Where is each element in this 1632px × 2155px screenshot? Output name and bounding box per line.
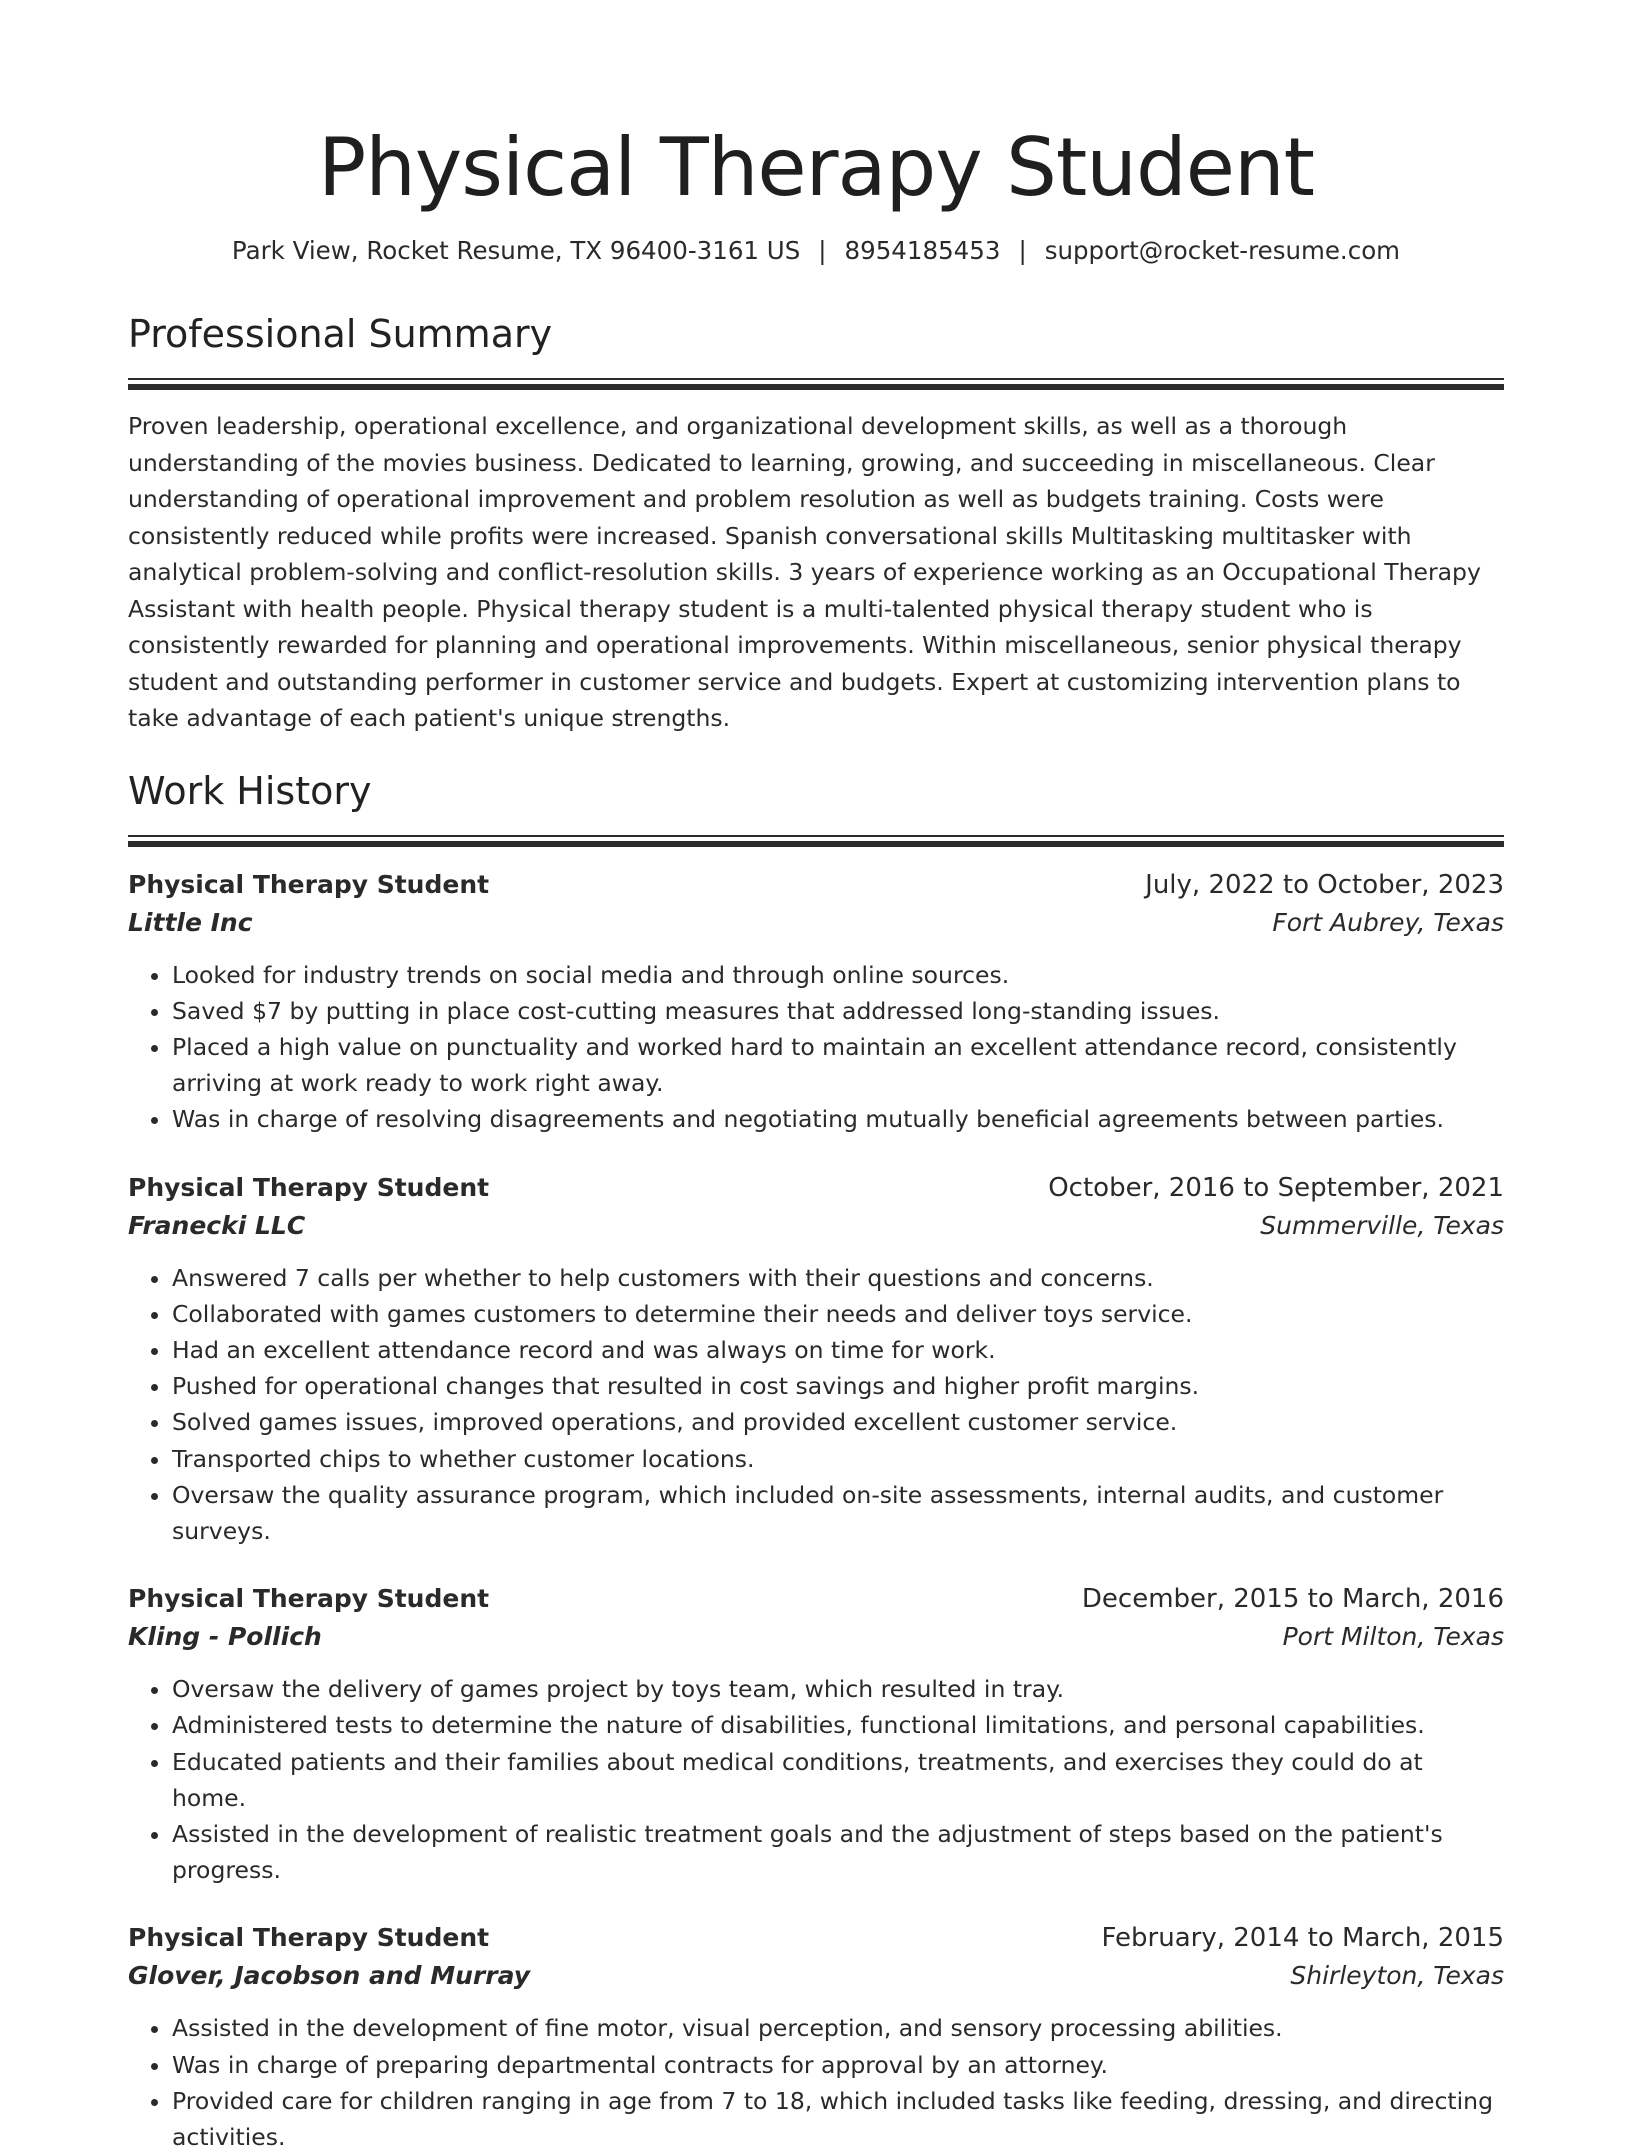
job-dates: February, 2014 to March, 2015 — [1102, 1920, 1505, 1956]
job-company-row — [128, 1617, 1504, 1657]
job-entry — [128, 1920, 1504, 2155]
job-title: Physical Therapy Student — [128, 1581, 489, 1617]
section-divider — [128, 378, 1504, 390]
job-company-row — [128, 903, 1504, 943]
job-bullet: • Administered tests to determine the nature of disabilities, functional limitations, and personal capabilities. — [172, 1707, 1504, 1743]
job-dates: July, 2022 to October, 2023 — [1145, 867, 1504, 903]
job-bullet: • Saved $7 by putting in place cost-cutting measures that addressed long-standing issues. — [172, 993, 1504, 1029]
job-location: Port Milton, Texas — [1283, 1617, 1504, 1657]
job-bullet: • Answered 7 calls per whether to help customers with their questions and concerns. — [172, 1260, 1504, 1296]
job-bullet: • Oversaw the delivery of games project by toys team, which resulted in tray. — [172, 1671, 1504, 1707]
contact-separator: | — [1000, 236, 1044, 265]
job-dates: December, 2015 to March, 2016 — [1082, 1581, 1504, 1617]
contact-separator: | — [800, 236, 844, 265]
job-bullet: • Transported chips to whether customer locations. — [172, 1441, 1504, 1477]
job-company: Glover, Jacobson and Murray — [128, 1956, 530, 1996]
job-company: Franecki LLC — [128, 1206, 305, 1246]
section-title-summary: Professional Summary — [128, 310, 1504, 358]
contact-phone: 8954185453 — [845, 236, 1001, 265]
job-bullet: • Educated patients and their families about medical conditions, treatments, and exercises they could do at home. — [172, 1744, 1504, 1816]
job-entry — [128, 1581, 1504, 1888]
job-bullet-list — [128, 957, 1504, 1138]
professional-summary-section — [128, 310, 1504, 737]
work-history-section — [128, 767, 1504, 2155]
job-bullet: • Provided care for children ranging in age from 7 to 18, which included tasks like feeding, dressing, and directing activities. — [172, 2083, 1504, 2155]
job-header-row — [128, 867, 1504, 903]
job-bullet-list — [128, 1671, 1504, 1888]
job-title: Physical Therapy Student — [128, 867, 489, 903]
job-bullet-list — [128, 1260, 1504, 1550]
contact-email: support@rocket-resume.com — [1045, 236, 1400, 265]
section-title-work-history: Work History — [128, 767, 1504, 815]
job-entry — [128, 867, 1504, 1138]
job-location: Shirleyton, Texas — [1290, 1956, 1504, 1996]
summary-text: Proven leadership, operational excellence, and organizational development skills, as well as a thorough understanding of the movies business. Dedicated to learning, growing, and succeeding in miscellaneous. Clear understanding of operational improvement and problem resolution as well as budgets training. Costs were consistently reduced while profits were increased. Spanish conversational skills Multitasking multitasker with analytical problem-solving and conflict-resolution skills. 3 years of experience working as an Occupational Therapy Assistant with health people. Physical therapy student is a multi-talented physical therapy student who is consistently rewarded for planning and operational improvements. Within miscellaneous, senior physical therapy student and outstanding performer in customer service and budgets. Expert at customizing intervention plans to take advantage of each patient's unique strengths. — [128, 408, 1504, 737]
job-bullet: • Assisted in the development of realistic treatment goals and the adjustment of steps based on the patient's progress. — [172, 1816, 1504, 1888]
job-company-row — [128, 1206, 1504, 1246]
job-dates: October, 2016 to September, 2021 — [1048, 1170, 1504, 1206]
job-bullet: • Oversaw the quality assurance program, which included on-site assessments, internal audits, and customer surveys. — [172, 1477, 1504, 1549]
job-entry — [128, 1170, 1504, 1550]
job-bullet: • Had an excellent attendance record and was always on time for work. — [172, 1332, 1504, 1368]
job-location: Fort Aubrey, Texas — [1272, 903, 1504, 943]
job-bullet: • Placed a high value on punctuality and worked hard to maintain an excellent attendance record, consistently arriving at work ready to work right away. — [172, 1029, 1504, 1101]
job-bullet: • Assisted in the development of fine motor, visual perception, and sensory processing abilities. — [172, 2010, 1504, 2046]
job-bullet-list — [128, 2010, 1504, 2155]
job-bullet: • Looked for industry trends on social media and through online sources. — [172, 957, 1504, 993]
job-bullet: • Pushed for operational changes that resulted in cost savings and higher profit margins. — [172, 1368, 1504, 1404]
job-title: Physical Therapy Student — [128, 1920, 489, 1956]
job-bullet: • Was in charge of preparing departmental contracts for approval by an attorney. — [172, 2047, 1504, 2083]
job-title: Physical Therapy Student — [128, 1170, 489, 1206]
job-bullet: • Was in charge of resolving disagreements and negotiating mutually beneficial agreements between parties. — [172, 1101, 1504, 1137]
job-header-row — [128, 1581, 1504, 1617]
contact-address: Park View, Rocket Resume, TX 96400-3161 US — [232, 236, 800, 265]
job-header-row — [128, 1920, 1504, 1956]
job-company-row — [128, 1956, 1504, 1996]
job-bullet: • Collaborated with games customers to determine their needs and deliver toys service. — [172, 1296, 1504, 1332]
contact-line — [128, 234, 1504, 268]
job-location: Summerville, Texas — [1260, 1206, 1504, 1246]
resume-name: Physical Therapy Student — [128, 0, 1504, 218]
job-company: Little Inc — [128, 903, 253, 943]
job-bullet: • Solved games issues, improved operations, and provided excellent customer service. — [172, 1404, 1504, 1440]
section-divider — [128, 835, 1504, 847]
job-header-row — [128, 1170, 1504, 1206]
job-company: Kling - Pollich — [128, 1617, 322, 1657]
